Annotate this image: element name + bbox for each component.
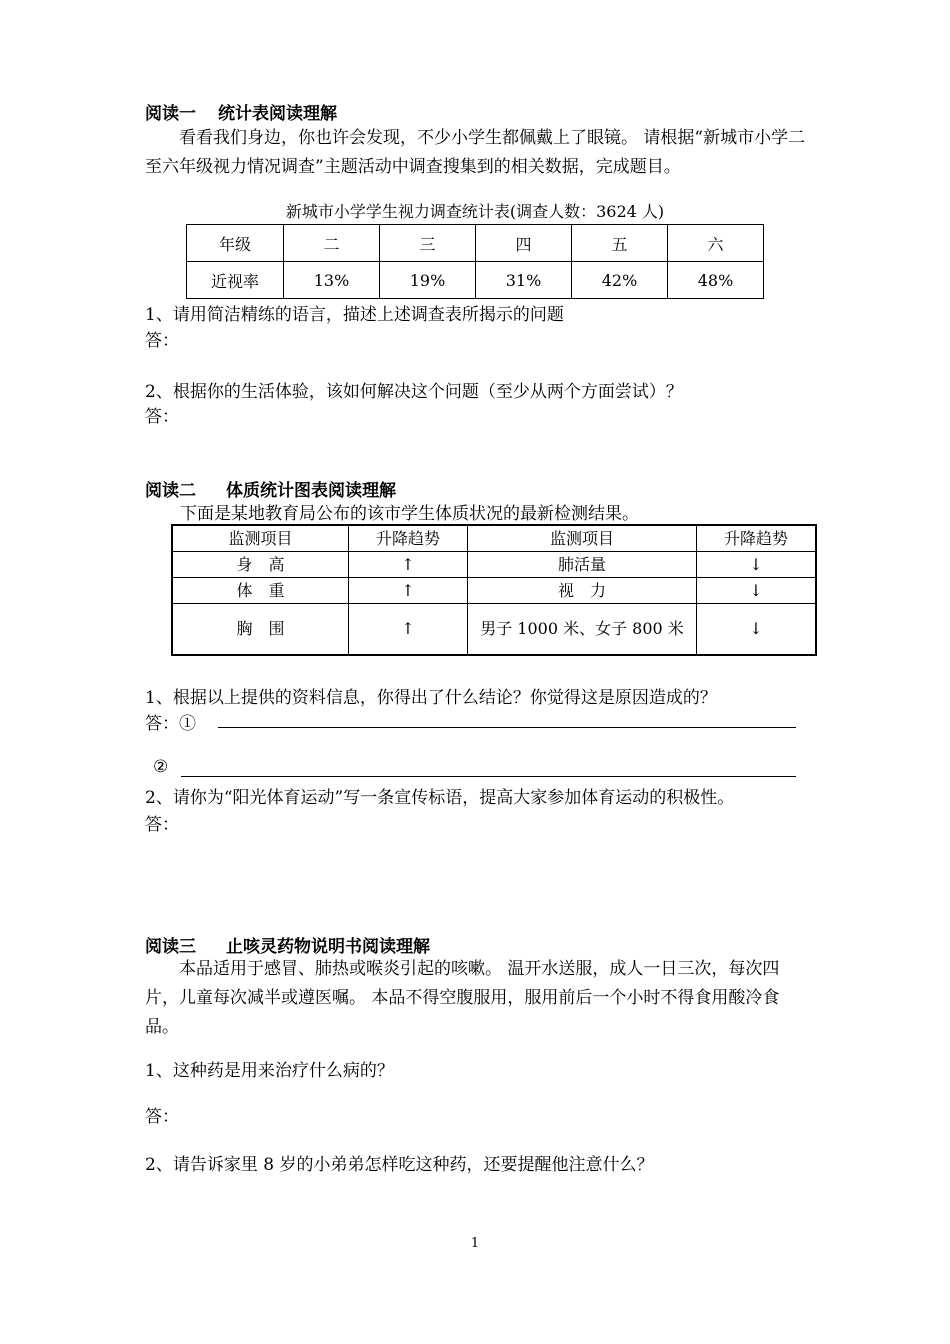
section3-question2: 2、请告诉家里 8 岁的小弟弟怎样吃这种药，还要提醒他注意什么？ (145, 1155, 654, 1175)
table-row (172, 578, 816, 604)
section3-heading-title: 止咳灵药物说明书阅读理解 (226, 937, 430, 957)
section3-heading (145, 932, 430, 957)
down-arrow-icon: ↓ (697, 578, 817, 604)
table-header-cell: 升降趋势 (697, 525, 817, 552)
answer-line[interactable] (218, 705, 796, 728)
section2-heading-title: 体质统计图表阅读理解 (226, 481, 396, 501)
table-cell: 胸 围 (172, 604, 349, 656)
table-cell: 四 (476, 225, 572, 262)
table-cell: 近视率 (187, 262, 284, 299)
table-header-cell: 升降趋势 (349, 525, 468, 552)
table-cell: 男子 1000 米、女子 800 米 (468, 604, 697, 656)
section2-question1: 1、根据以上提供的资料信息，你得出了什么结论？你觉得这是原因造成的？ (145, 688, 717, 708)
table-cell: 48% (668, 262, 764, 299)
table-header-cell: 监测项目 (172, 525, 349, 552)
table-cell: 身 高 (172, 552, 349, 578)
section1-intro: 看看我们身边，你也许会发现，不少小学生都佩戴上了眼镜。 请根据“新城市小学二至六年级视力情况调查”主题活动中调查搜集到的相关数据，完成题目。 (145, 128, 806, 177)
table-row (172, 552, 816, 578)
down-arrow-icon: ↓ (697, 604, 817, 656)
table-cell: 19% (380, 262, 476, 299)
table-cell: 31% (476, 262, 572, 299)
section2-answer1-second-label: ② (153, 757, 169, 777)
table-cell: 五 (572, 225, 668, 262)
table-cell: 体 重 (172, 578, 349, 604)
up-arrow-icon: ↑ (349, 604, 468, 656)
table-cell: 42% (572, 262, 668, 299)
answer-line[interactable] (181, 754, 796, 777)
table-cell: 肺活量 (468, 552, 697, 578)
table-cell: 三 (380, 225, 476, 262)
section2-answer1-label: 答：① (145, 714, 196, 734)
fitness-results-table (171, 524, 817, 656)
table-row (172, 604, 816, 656)
table-row (172, 525, 816, 552)
section2-question2: 2、请你为“阳光体育运动”写一条宣传标语，提高大家参加体育运动的积极性。 (145, 788, 735, 808)
section3-question1: 1、这种药是用来治疗什么病的？ (145, 1061, 394, 1081)
table-cell: 二 (284, 225, 380, 262)
table-cell: 13% (284, 262, 380, 299)
vision-table-caption: 新城市小学学生视力调查统计表(调查人数：3624 人) (285, 202, 665, 221)
table-row (187, 225, 764, 262)
table-cell: 视 力 (468, 578, 697, 604)
table-row (187, 262, 764, 299)
section2-heading (145, 476, 396, 501)
section3-intro: 本品适用于感冒、肺热或喉炎引起的咳嗽。 温开水送服，成人一日三次，每次四片，儿童每次减半或遵医嘱。 本品不得空腹服用，服用前后一个小时不得食用酸冷食品。 (145, 959, 780, 1037)
section3-answer1-label: 答： (145, 1107, 179, 1127)
section1-heading (145, 99, 337, 124)
page-number: 1 (470, 1236, 480, 1251)
table-cell: 六 (668, 225, 764, 262)
table-cell: 年级 (187, 225, 284, 262)
section1-heading-title: 统计表阅读理解 (218, 104, 337, 124)
section1-question1: 1、请用简洁精练的语言，描述上述调查表所揭示的问题 (145, 305, 564, 325)
down-arrow-icon: ↓ (697, 552, 817, 578)
section2-intro: 下面是某地教育局公布的该市学生体质状况的最新检测结果。 (180, 504, 639, 524)
section3-heading-label: 阅读三 (145, 937, 196, 957)
section2-heading-label: 阅读二 (145, 481, 196, 501)
section1-answer1-label: 答： (145, 331, 179, 351)
up-arrow-icon: ↑ (349, 578, 468, 604)
vision-survey-table (186, 224, 764, 299)
up-arrow-icon: ↑ (349, 552, 468, 578)
section1-answer2-label: 答： (145, 407, 179, 427)
section1-heading-label: 阅读一 (145, 104, 196, 124)
section2-answer2-label: 答： (145, 815, 179, 835)
table-header-cell: 监测项目 (468, 525, 697, 552)
section1-question2: 2、根据你的生活体验，该如何解决这个问题（至少从两个方面尝试）？ (145, 382, 683, 402)
